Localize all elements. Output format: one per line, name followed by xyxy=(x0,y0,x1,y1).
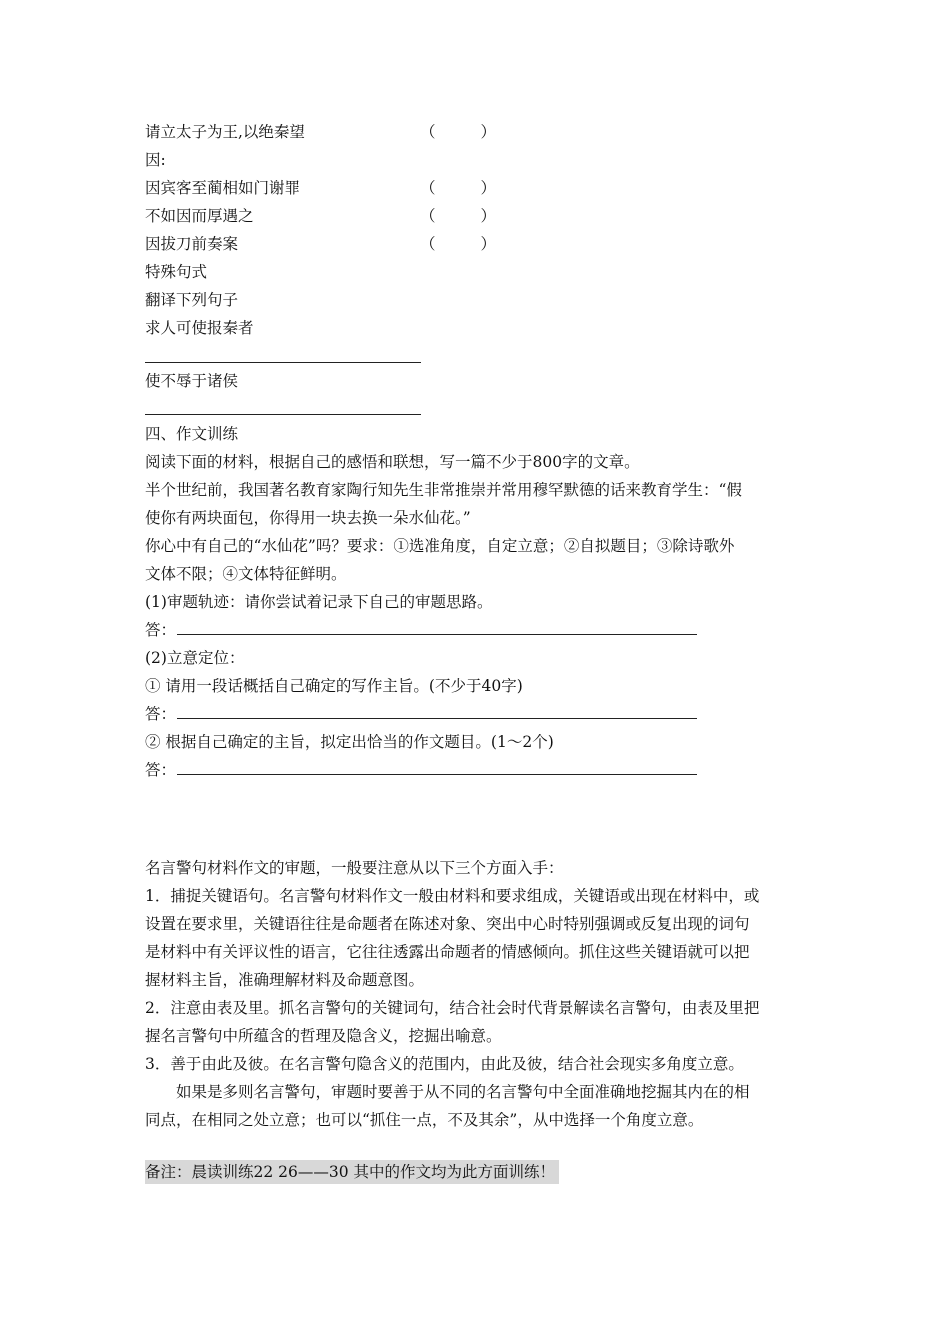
item-text: 因: xyxy=(145,151,166,169)
section-label: 翻译下列句子 xyxy=(145,291,239,309)
guide-line: 1．捕捉关键语句。名言警句材料作文一般由材料和要求组成，关键语或出现在材料中，或 xyxy=(145,887,760,905)
guide-line: 是材料中有关评议性的语言，它往往透露出命题者的情感倾向。抓住这些关键语就可以把 xyxy=(145,943,750,961)
guide-intro: 名言警句材料作文的审题，一般要注意从以下三个方面入手： xyxy=(145,859,564,877)
answer-line xyxy=(177,718,697,719)
item-text: 因宾客至蔺相如门谢罪 xyxy=(145,179,301,197)
step-label: ① 请用一段话概括自己确定的写作主旨。(不少于40字) xyxy=(145,677,523,695)
guide-line: 3．善于由此及彼。在名言警句隐含义的范围内，由此及彼，结合社会现实多角度立意。 xyxy=(145,1055,744,1073)
question-line: 文体不限；④文体特征鲜明。 xyxy=(145,565,347,583)
guide-line: 设置在要求里，关键语往往是命题者在陈述对象、突出中心时特别强调或反复出现的词句 xyxy=(145,915,750,933)
section-label: 特殊句式 xyxy=(145,263,208,281)
translate-sentence: 求人可使报秦者 xyxy=(145,319,254,337)
item-text: 不如因而厚遇之 xyxy=(145,207,254,225)
answer-parentheses: （ ） xyxy=(420,179,496,197)
answer-parentheses: （ ） xyxy=(420,235,496,253)
material-line: 使你有两块面包，你得用一块去换一朵水仙花。” xyxy=(145,509,471,527)
question-line: 你心中有自己的“水仙花”吗？要求：①选准角度，自定立意；②自拟题目；③除诗歌外 xyxy=(145,537,735,555)
answer-line xyxy=(177,634,697,635)
answer-label: 答： xyxy=(145,621,177,639)
answer-line xyxy=(177,774,697,775)
translate-sentence: 使不辱于诸侯 xyxy=(145,372,239,390)
guide-line: 如果是多则名言警句，审题时要善于从不同的名言警句中全面准确地挖掘其内在的相 xyxy=(176,1083,750,1101)
section-heading: 四、作文训练 xyxy=(145,425,239,443)
step-label: (2)立意定位： xyxy=(145,649,245,667)
guide-line: 握材料主旨，准确理解材料及命题意图。 xyxy=(145,971,425,989)
answer-parentheses: （ ） xyxy=(420,207,496,225)
guide-line: 握名言警句中所蕴含的哲理及隐含义，挖掘出喻意。 xyxy=(145,1027,502,1045)
step-label: ② 根据自己确定的主旨，拟定出恰当的作文题目。(1～2个) xyxy=(145,733,554,751)
answer-line xyxy=(145,362,421,363)
instruction: 阅读下面的材料，根据自己的感悟和联想，写一篇不少于800字的文章。 xyxy=(145,453,640,471)
guide-line: 同点，在相同之处立意；也可以“抓住一点，不及其余”，从中选择一个角度立意。 xyxy=(145,1111,704,1129)
answer-label: 答： xyxy=(145,761,177,779)
answer-line xyxy=(145,414,421,415)
answer-parentheses: （ ） xyxy=(420,123,496,141)
guide-line: 2．注意由表及里。抓名言警句的关键词句，结合社会时代背景解读名言警句，由表及里把 xyxy=(145,999,760,1017)
material-line: 半个世纪前，我国著名教育家陶行知先生非常推崇并常用穆罕默德的话来教育学生：“假 xyxy=(145,481,742,499)
answer-label: 答： xyxy=(145,705,177,723)
note-highlight: 备注：晨读训练22 26——30 其中的作文均为此方面训练！ xyxy=(145,1160,559,1184)
item-text: 请立太子为王,以绝秦望 xyxy=(145,123,305,141)
step-label: (1)审题轨迹：请你尝试着记录下自己的审题思路。 xyxy=(145,593,493,611)
item-text: 因拔刀前奏案 xyxy=(145,235,239,253)
